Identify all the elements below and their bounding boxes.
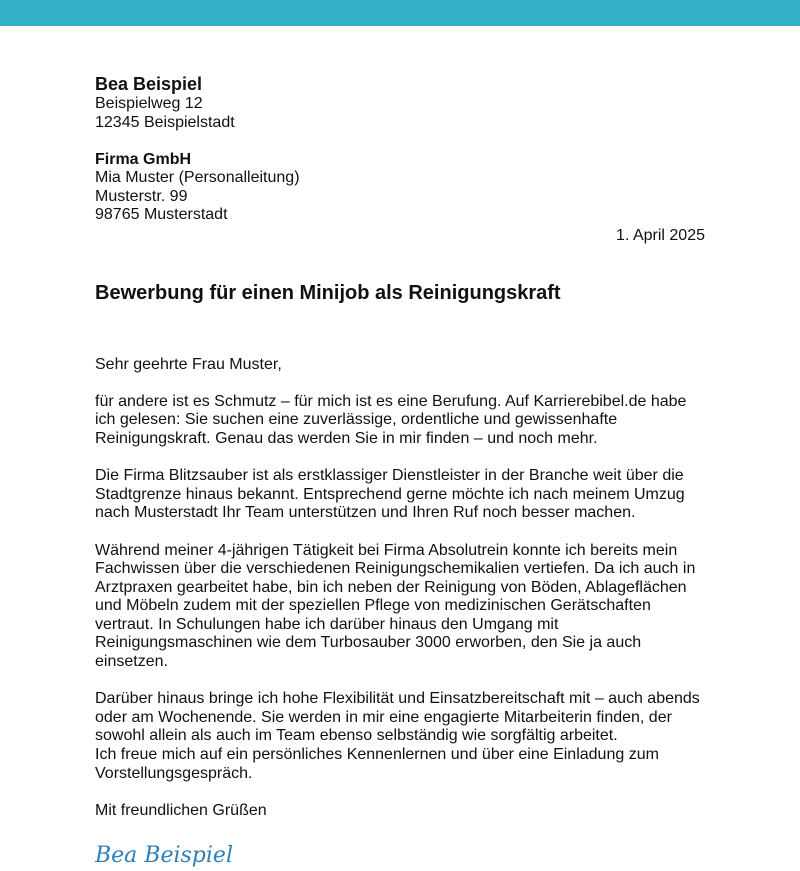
recipient-person: Mia Muster (Personalleitung) [95,169,300,187]
salutation: Sehr geehrte Frau Muster, [95,355,282,373]
recipient-street: Musterstr. 99 [95,187,188,205]
paragraph-3: Während meiner 4-jährigen Tätigkeit bei Firma Absolutrein konnte ich bereits mein Fachwissen über die verschiedenen Reinigungschemikalien vertiefen. Da ich auch in Arztpraxen gearbeitet habe, bin ich neben der Reinigung von Böden, Ablageflächen und Möbeln zudem mit der speziellen Pflege von medizinischen Gerätschaften vertraut. In Schulungen habe ich darüber hinaus den Umgang mit Reinigungsmaschinen wie dem Turbosauber 3000 erworben, den Sie ja auch einsetzen. [95,541,696,671]
sender-city: 12345 Beispielstadt [95,113,235,131]
paragraph-1: für andere ist es Schmutz – für mich ist es eine Berufung. Auf Karrierebibel.de habe ich gelesen: Sie suchen eine zuverlässige, ordentliche und gewissenhafte Reinigungskraft. Genau das werden Sie in mir finden – und noch mehr. [95,392,687,447]
letter-subject: Bewerbung für einen Minijob als Reinigungskraft [95,281,561,304]
signature-image [95,834,255,871]
paragraph-5: Ich freue mich auf ein persönliches Kennenlernen und über eine Einladung zum Vorstellungsgespräch. [95,746,659,782]
top-accent-bar [0,0,800,26]
recipient-block [95,150,707,225]
paragraph-2: Die Firma Blitzsauber ist als erstklassiger Dienstleister in der Branche weit über die Stadtgrenze hinaus bekannt. Entsprechend gerne möchte ich nach meinem Umzug nach Musterstadt Ihr Team unterstützen und Ihren Ruf noch besser machen. [95,467,685,522]
closing: Mit freundlichen Grüßen [95,801,267,819]
signature-text: Bea Beispiel [95,843,233,869]
sender-name: Bea Beispiel [95,74,203,94]
letter-date: 1. April 2025 [616,226,705,244]
recipient-city: 98765 Musterstadt [95,206,228,224]
paragraph-4: Darüber hinaus bringe ich hohe Flexibilität und Einsatzbereitschaft mit – auch abends oder am Wochenende. Sie werden in mir eine engagierte Mitarbeiterin finden, der sowohl allein als auch im Team ebenso selbständig wie sorgfältig arbeitet. [95,690,700,745]
recipient-company: Firma GmbH [95,151,192,169]
sender-block [95,73,707,132]
letter-page [95,73,707,871]
sender-street: Beispielweg 12 [95,95,203,112]
